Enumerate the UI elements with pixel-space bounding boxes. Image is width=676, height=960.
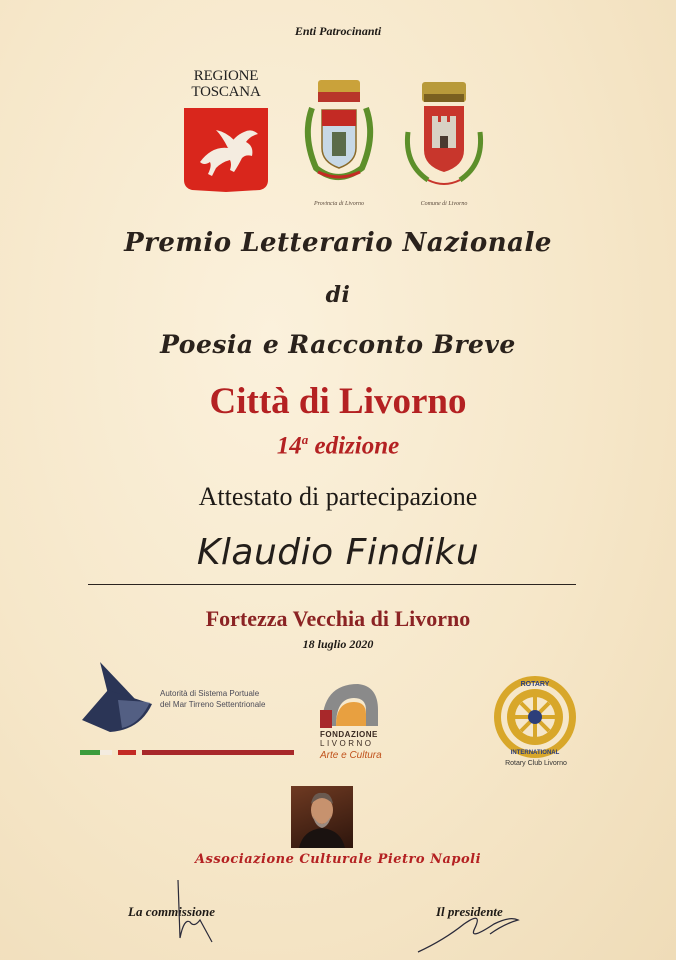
port-authority-sail-icon: [78, 660, 160, 740]
rotary-ring-top: ROTARY: [520, 681, 550, 688]
portrait-figure-icon: [291, 786, 353, 848]
event-date: 18 luglio 2020: [302, 637, 374, 651]
provincia-crest-icon: [298, 76, 380, 194]
fondazione-line1: FONDAZIONE: [320, 730, 378, 739]
port-authority-text: [160, 688, 265, 710]
title-line3: Poesia e Racconto Breve: [160, 330, 516, 359]
venue-title: Fortezza Vecchia di Livorno: [205, 606, 471, 631]
port-authority-line1: Autorità di Sistema Portuale: [160, 689, 260, 698]
association-portrait: [291, 786, 353, 848]
provincia-crest: [298, 76, 380, 207]
pegasus-shield-icon: [182, 106, 270, 192]
rotary-ring-bottom: INTERNATIONAL: [510, 750, 560, 756]
edition-superscript: a: [301, 432, 309, 447]
rotary-wheel-icon: [492, 674, 578, 760]
regione-line1: REGIONE: [193, 68, 259, 84]
flag-stripe-white: [100, 750, 112, 755]
title-line2: di: [325, 282, 351, 308]
edition-number: 14: [276, 432, 302, 460]
regione-line2: TOSCANA: [191, 84, 261, 100]
provincia-caption: Provincia di Livorno: [313, 201, 365, 207]
sponsors-label: Enti Patrocinanti: [294, 24, 382, 38]
edition-word: edizione: [314, 432, 400, 460]
fondazione-arch-icon: [318, 680, 382, 730]
commission-label: La commissione: [128, 904, 216, 919]
comune-crest-icon: [398, 80, 490, 194]
comune-caption: Comune di Livorno: [420, 201, 468, 207]
flag-stripe-red: [118, 750, 136, 755]
regione-toscana-logo: [180, 68, 272, 192]
title-line1: Premio Letterario Nazionale: [124, 228, 552, 258]
comune-crest: [398, 80, 490, 207]
participant-name: Klaudio Findiku: [196, 532, 480, 573]
fondazione-text: [320, 730, 382, 761]
flag-stripe-green: [80, 750, 100, 755]
port-authority-line2: del Mar Tirreno Settentrionale: [160, 700, 266, 709]
president-signature-icon: [414, 900, 524, 956]
city-title: Città di Livorno: [209, 381, 467, 422]
rotary-caption: Rotary Club Livorno: [505, 760, 567, 767]
certificate-label: Attestato di partecipazione: [198, 482, 478, 511]
fondazione-line3: Arte e Cultura: [320, 750, 382, 761]
port-authority-bar: [142, 750, 294, 755]
president-label: Il presidente: [436, 904, 503, 919]
association-name: Associazione Culturale Pietro Napoli: [194, 852, 482, 867]
commission-signature-icon: [160, 878, 230, 948]
name-underline: [88, 584, 576, 585]
fondazione-line2: LIVORNO: [320, 739, 374, 748]
edition-label: [0, 432, 676, 460]
